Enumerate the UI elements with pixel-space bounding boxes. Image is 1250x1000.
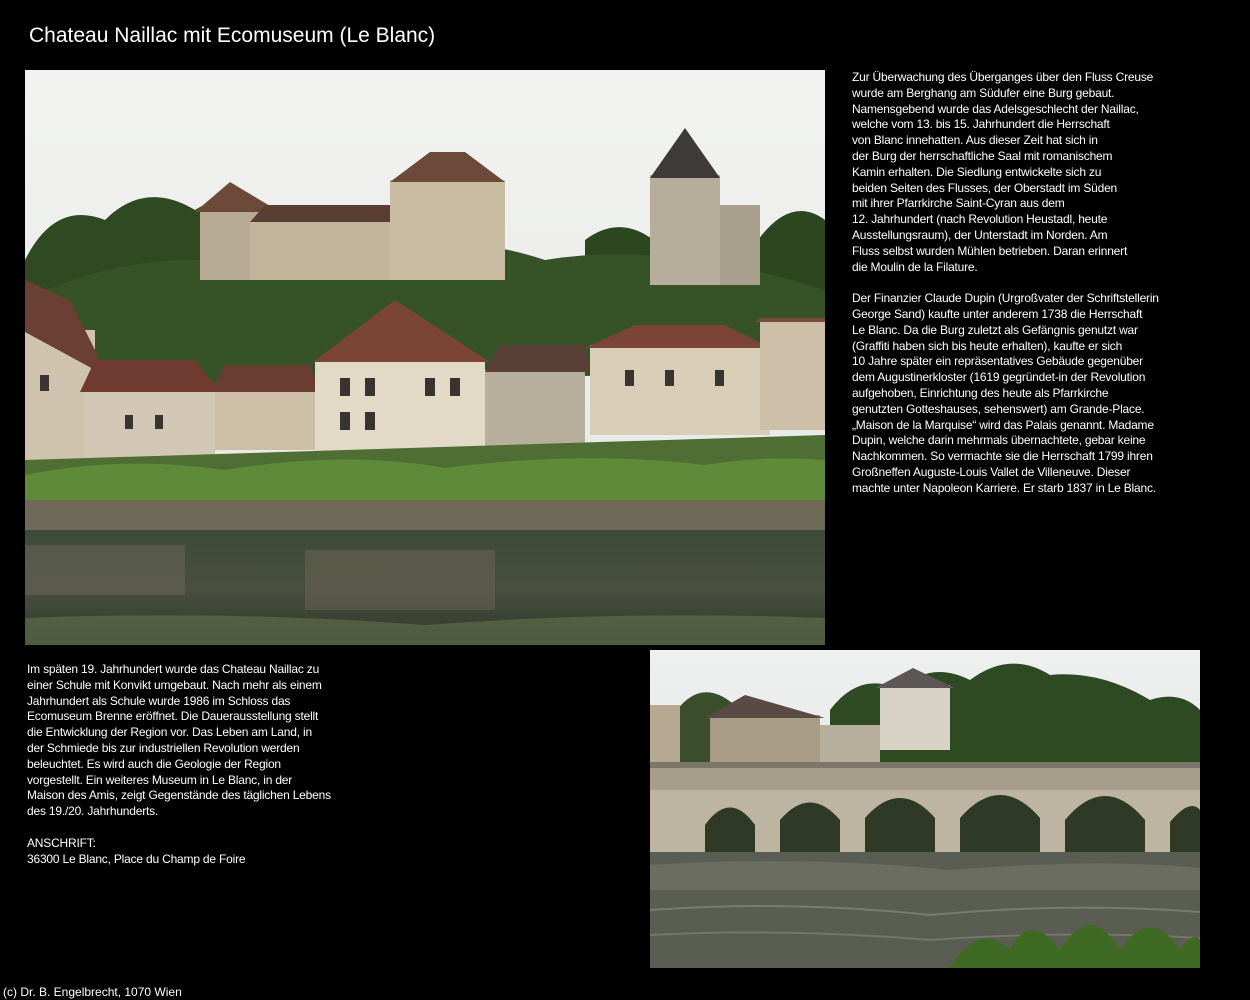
castle-river-photo <box>25 70 825 645</box>
history-text <box>852 70 1232 497</box>
address-value: 36300 Le Blanc, Place du Champ de Foire <box>27 851 246 866</box>
history-paragraph-1: Zur Überwachung des Überganges über den Fluss Creuse wurde am Berghang am Südufer eine Burg gebaut. Namensgebend wurde das Adelsgeschlecht der Naillac, welche vom 13. bis 15. Jahrhundert die Herrschaft von Blanc innehatten. Aus dieser Zeit hat sich in der Burg der herrschaftliche Saal mit romanischem Kamin erhalten. Die Siedlung entwickelte sich zu beiden Seiten des Flusses, der Oberstadt im Süden mit ihrer Pfarrkirche Saint-Cyran aus dem 12. Jahrhundert (nach Revolution Heustadl, heute Ausstellungsraum), der Unterstadt im Norden. Am Fluss selbst wurden Mühlen betrieben. Daran erinnert die Moulin de la Filature. <box>852 70 1154 274</box>
address-block <box>27 836 367 868</box>
museum-text <box>27 662 367 867</box>
bridge-photo <box>650 650 1200 968</box>
page-title: Chateau Naillac mit Ecomuseum (Le Blanc) <box>29 24 436 47</box>
museum-paragraph-1: Im späten 19. Jahrhundert wurde das Chateau Naillac zu einer Schule mit Konvikt umgebaut. Nach mehr als einem Jahrhundert als Schule wurde 1986 im Schloss das Ecomuseum Brenne eröffnet. Die Dauerausstellung stellt die Entwicklung der Region vor. Das Leben am Land, in der Schmiede bis zur industriellen Revolution werden beleuchtet. Es wird auch die Geologie der Region vorgestellt. Ein weiteres Museum in Le Blanc, in der Maison des Amis, zeigt Gegenstände des täglichen Lebens des 19./20. Jahrhunderts. <box>27 662 331 819</box>
copyright-footer: (c) Dr. B. Engelbrecht, 1070 Wien <box>3 985 182 999</box>
history-paragraph-2: Der Finanzier Claude Dupin (Urgroßvater der Schriftstellerin George Sand) kaufte unter anderem 1738 die Herrschaft Le Blanc. Da die Burg zuletzt als Gefängnis genutzt war (Graffiti haben sich bis heute erhalten), kaufte er sich 10 Jahre später ein repräsentatives Gebäude gegenüber dem Augustinerkloster (1619 gegründet-in der Revolution aufgehoben, Einrichtung des heute als Pfarrkirche genutzten Gotteshauses, sehenswert) am Grande-Place. „Maison de la Marquise“ wird das Palais genannt. Madame Dupin, welche darin mehrmals übernachtete, gebar keine Nachkommen. So vermachte sie die Herrschaft 1799 ihren Großneffen Auguste-Louis Vallet de Villeneuve. Dieser machte unter Napoleon Karriere. Er starb 1837 in Le Blanc. <box>852 291 1159 495</box>
address-label: ANSCHRIFT: <box>27 835 96 850</box>
